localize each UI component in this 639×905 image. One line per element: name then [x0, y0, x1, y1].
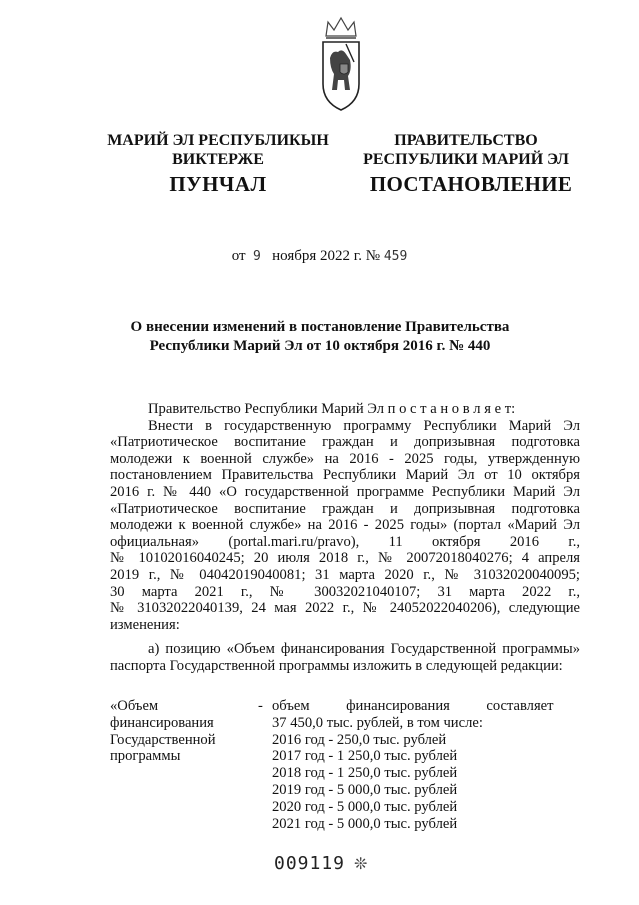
passport-value-line: 2017 год - 1 250,0 тыс. рублей: [272, 748, 458, 765]
body-line: официальная» (portal.mari.ru/pravo), 11 октября 2016 г.,: [110, 533, 580, 550]
passport-label-line: «Объем: [110, 698, 159, 714]
document-title: [120, 318, 520, 356]
header-right-line2: РЕСПУБЛИКИ МАРИЙ ЭЛ: [363, 151, 569, 168]
coat-of-arms-emblem: [318, 14, 364, 114]
title-line2: Республики Марий Эл от 10 октября 2016 г. № 440: [149, 338, 491, 354]
date-month-year: ноября 2022 г. №: [272, 248, 381, 264]
passport-dash: -: [258, 698, 263, 714]
passport-value-line: 2020 год - 5 000,0 тыс. рублей: [272, 798, 458, 815]
form-serial-number: 009119: [274, 853, 346, 874]
passport-label-line: программы: [110, 748, 181, 765]
ornament-mark: ❊: [354, 856, 368, 873]
body-line: № 31032022040139, 24 мая 2022 г., № 24052022040206), следующие: [110, 600, 580, 617]
body-line: Внести в государственную программу Республики Марий Эл: [148, 417, 580, 434]
date-day: 9: [253, 249, 261, 264]
header-right-line1: ПРАВИТЕЛЬСТВО: [394, 132, 538, 149]
passport-value-line: 2018 год - 1 250,0 тыс. рублей: [272, 765, 458, 782]
passport-value-line: 37 450,0 тыс. рублей, в том числе:: [272, 714, 483, 731]
body-line: 30 марта 2021 г., № 30032021040107; 31 марта 2022 г.,: [110, 583, 580, 600]
passport-label-line: Государственной: [110, 731, 216, 748]
date-line: [0, 248, 639, 265]
passport-label-line: финансирования: [110, 714, 214, 731]
body-line: 2016 г. № 440 «О государственной программе Республики Марий Эл: [110, 483, 580, 500]
passport-table-left-column: [110, 698, 240, 765]
passport-value-line: 2019 год - 5 000,0 тыс. рублей: [272, 781, 458, 798]
body-line: а) позицию «Объем финансирования Государственной программы»: [148, 641, 580, 658]
body-line: паспорта Государственной программы изложить в следующей редакции:: [110, 657, 563, 674]
body-line: № 10102016040245; 20 июля 2018 г., № 20072018040276; 4 апреля: [110, 550, 580, 567]
passport-value-line: 2021 год - 5 000,0 тыс. рублей: [272, 815, 458, 832]
body-line: постановлением Правительства Республики Марий Эл от 10 октября: [110, 467, 580, 484]
header-left-line2: ВИКТЕРЖЕ: [172, 151, 264, 168]
header-left-block: [98, 131, 338, 169]
body-line: Правительство Республики Марий Эл п о с т а н о в л я е т:: [148, 401, 516, 417]
passport-value-line: объем финансирования составляет: [272, 698, 554, 714]
date-prefix: от: [231, 248, 246, 264]
doc-type-russian: ПОСТАНОВЛЕНИЕ: [369, 172, 573, 196]
body-line: молодежи к военной службе» на 2016 - 2025 годы, утвержденную: [110, 450, 580, 467]
document-body: [110, 401, 580, 675]
passport-table-right-column: [272, 698, 578, 832]
body-line: изменения:: [110, 616, 180, 633]
doc-type-mari: ПУНЧАЛ: [169, 172, 267, 196]
document-number: 459: [383, 249, 408, 264]
body-line: молодежи к военной службе» на 2016 - 2025 годы» (портал «Марий Эл: [110, 517, 580, 534]
header-right-block: [356, 131, 576, 169]
header-left-line1: МАРИЙ ЭЛ РЕСПУБЛИКЫН: [107, 132, 329, 149]
title-line1: О внесении изменений в постановление Правительства: [130, 319, 510, 335]
body-line: 2019 г., № 04042019040081; 31 марта 2020 г., № 31032020040095;: [110, 566, 580, 583]
passport-value-line: 2016 год - 250,0 тыс. рублей: [272, 731, 447, 748]
body-line: «Патриотическое воспитание граждан и допризывная подготовка: [110, 500, 580, 517]
body-line: «Патриотическое воспитание граждан и допризывная подготовка: [110, 434, 580, 451]
